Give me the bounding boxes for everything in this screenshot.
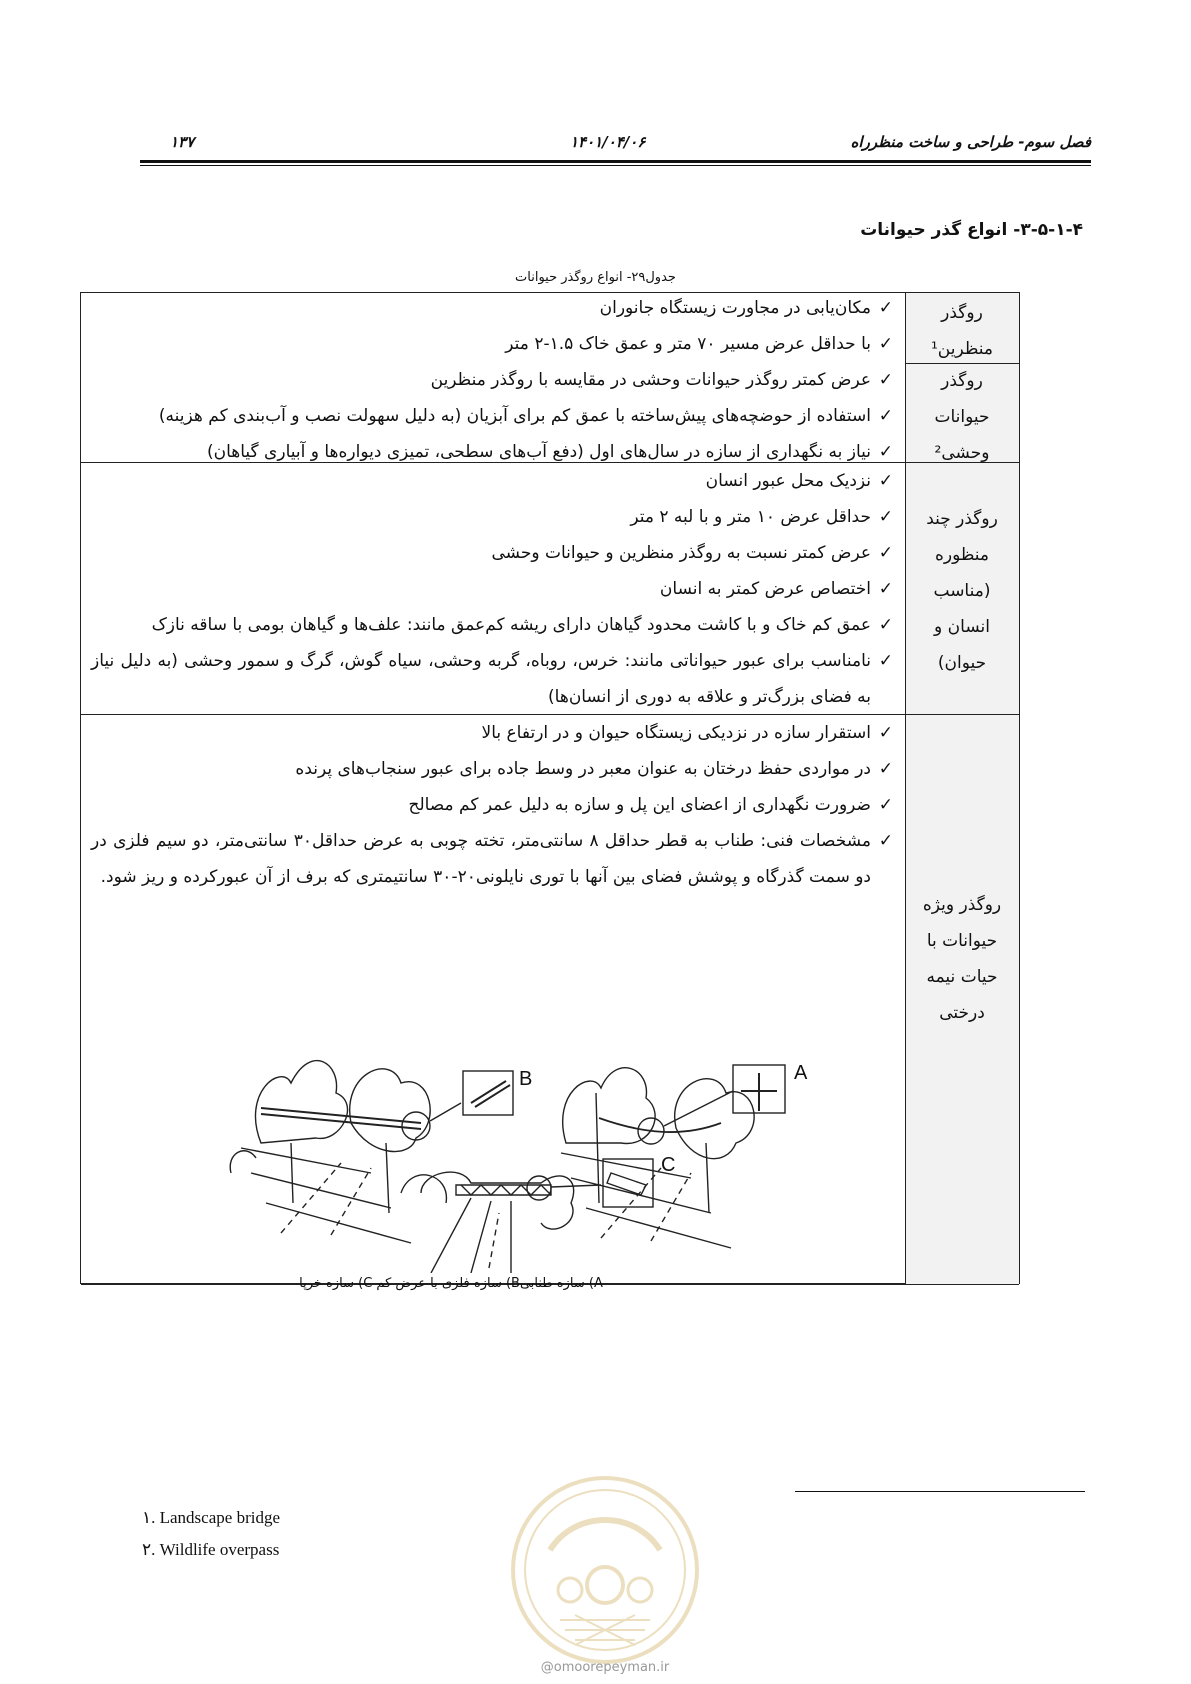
header-rule-thin (140, 165, 1091, 166)
header-date: ۱۴۰۱/۰۴/۰۶ (570, 133, 646, 151)
fig-label-c: C (661, 1154, 676, 1176)
type-label-multipurpose: روگذر چند منظوره (مناسب انسان و حیوان) (926, 509, 998, 673)
check-icon: ✓ (878, 406, 893, 426)
list-item: ✓ مشخصات فنی: طناب به قطر حداقل ۸ سانتی‌متر، تخته چوبی به عرض حداقل۳۰ سانتی‌متر، دو سیم فلزی در دو سمت گذرگاه و پوشش فضای بین آنها با توری نایلونی۲۰-۳۰ سانتیمتری که برف از آن عبورکرده و ریز شود. (91, 823, 893, 895)
table-row (81, 293, 1019, 463)
illustration-svg (221, 973, 841, 1273)
list-item: ✓ نیاز به نگهداری از سازه در سال‌های اول (دفع آب‌های سطحی، تمیزی دیواره‌ها و آبیاری گیاهان) (91, 434, 893, 470)
list-item: ✓ عرض کمتر روگذر حیوانات وحشی در مقایسه با روگذر منظرین (91, 362, 893, 398)
list-item: ✓ ضرورت نگهداری از اعضای این پل و سازه به دلیل عمر کم مصالح (91, 787, 893, 823)
check-icon: ✓ (878, 471, 893, 491)
list-item: ✓ نامناسب برای عبور حیواناتی مانند: خرس، روباه، گربه وحشی، سیاه گوش، گرگ و سمور وحشی (به دلیل نیاز به فضای بزرگ‌تر و علاقه به دوری از انسان‌ها) (91, 643, 893, 715)
table-caption: جدول۲۹- انواع روگذر حیوانات (515, 270, 676, 285)
check-icon: ✓ (878, 651, 893, 671)
list-item: ✓ استفاده از حوضچه‌های پیش‌ساخته با عمق کم برای آبزیان (به دلیل سهولت نصب و آب‌بندی کم هزینه) (91, 398, 893, 434)
animal-crossing-table (80, 292, 1020, 1291)
type-cell (905, 715, 1019, 1284)
check-icon: ✓ (878, 370, 893, 390)
illustration-c (421, 1159, 653, 1273)
check-icon: ✓ (878, 334, 893, 354)
type-cell (905, 463, 1019, 714)
list-item: ✓ مکان‌یابی در مجاورت زیستگاه جانوران (91, 290, 893, 326)
list-item: ✓ عرض کمتر نسبت به روگذر منظرین و حیوانات وحشی (91, 535, 893, 571)
type-label-arboreal: روگذر ویژه حیوانات با حیات نیمه درختی (922, 895, 1002, 1023)
chapter-title: فصل سوم- طراحی و ساخت منظرراه (850, 133, 1091, 151)
type-label-wildlife: روگذر حیوانات وحشی² (934, 371, 990, 463)
check-icon: ✓ (878, 615, 893, 635)
list-item: ✓ با حداقل عرض مسیر ۷۰ متر و عمق خاک ۱.۵-۲ متر (91, 326, 893, 362)
list-item: ✓ استقرار سازه در نزدیکی زیستگاه حیوان و در ارتفاع بالا (91, 715, 893, 751)
check-icon: ✓ (878, 543, 893, 563)
page-header (140, 128, 1091, 160)
table-row (81, 463, 1019, 715)
fig-label-a: A (794, 1062, 808, 1084)
list-item: ✓ نزدیک محل عبور انسان (91, 463, 893, 499)
list-item: ✓ اختصاص عرض کمتر به انسان (91, 571, 893, 607)
watermark-text: @omoorepeyman.ir (540, 1660, 670, 1675)
footnote-rule (795, 1491, 1085, 1492)
section-heading: ۳-۵-۱-۴- انواع گذر حیوانات (860, 220, 1083, 240)
check-icon: ✓ (878, 795, 893, 815)
check-icon: ✓ (878, 723, 893, 743)
fig-label-b: B (519, 1068, 533, 1090)
list-item: ✓ در مواردی حفظ درختان به عنوان معبر در وسط جاده برای عبور سنجاب‌های پرنده (91, 751, 893, 787)
description-cell (81, 463, 905, 714)
check-icon: ✓ (878, 507, 893, 527)
check-icon: ✓ (878, 442, 893, 462)
check-icon: ✓ (878, 579, 893, 599)
crossing-illustrations (221, 973, 841, 1275)
type-label-landscape: روگذر منظرین¹ (930, 303, 994, 359)
list-item: ✓ حداقل عرض ۱۰ متر و با لبه ۲ متر (91, 499, 893, 535)
watermark-logo (505, 1470, 705, 1670)
description-cell (81, 293, 905, 462)
check-icon: ✓ (878, 831, 893, 851)
footnotes (142, 1502, 280, 1566)
page-number: ۱۳۷ (170, 133, 195, 151)
check-icon: ✓ (878, 759, 893, 779)
figure-caption: A) سازه طنابیB) سازه فلزی با عرض کم C) سازه خرپا (299, 1276, 603, 1291)
header-rule-thick (140, 160, 1091, 163)
list-item: ✓ عمق کم خاک و با کاشت محدود گیاهان دارای ریشه کم‌عمق مانند: علف‌ها و گیاهان بومی با ساقه نازک (91, 607, 893, 643)
footnote-2: ۲. Wildlife overpass (142, 1540, 280, 1559)
check-icon: ✓ (878, 298, 893, 318)
type-cell (905, 293, 1019, 462)
footnote-1: ۱. Landscape bridge (142, 1508, 280, 1527)
illustration-b (230, 1061, 513, 1243)
